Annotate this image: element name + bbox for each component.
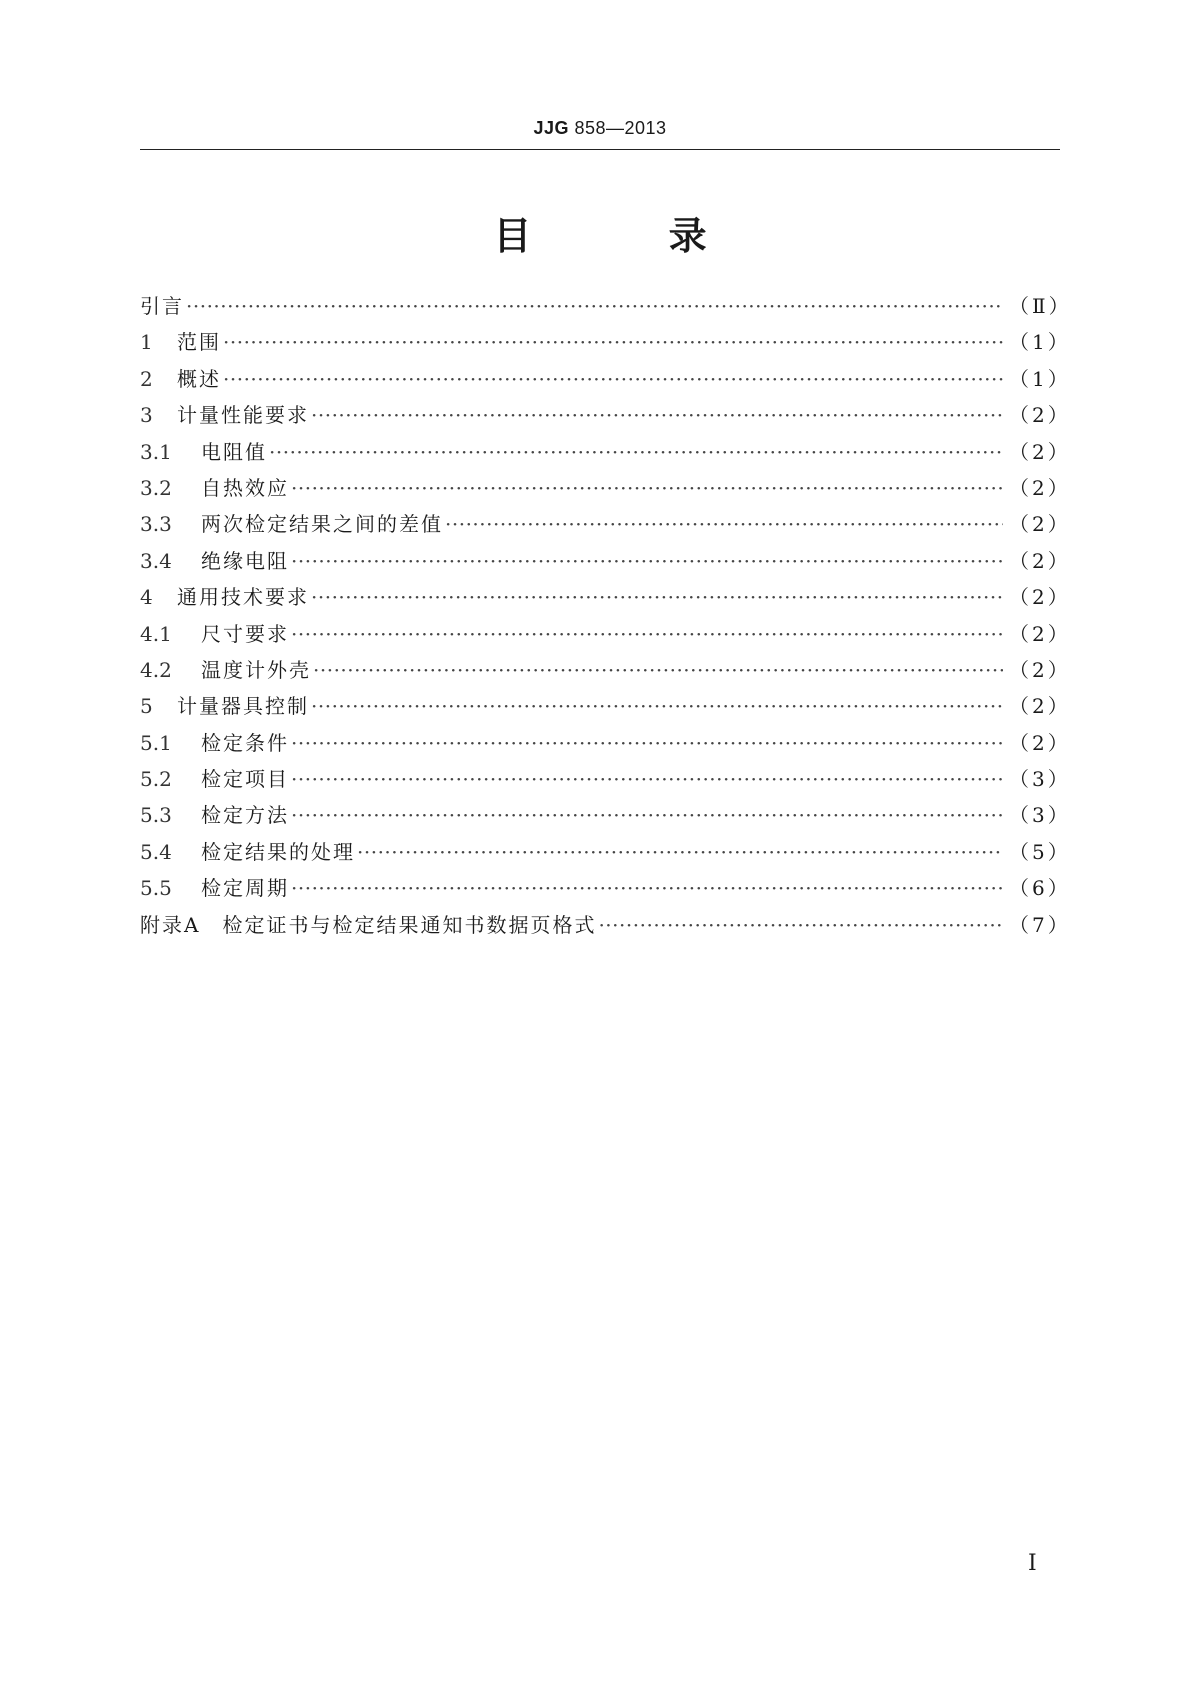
toc-entry[interactable] [140,654,1071,690]
toc-entry-number: 3.2 [140,475,172,500]
toc-entry[interactable] [140,836,1071,872]
toc-entry-number: 4.2 [140,657,172,682]
toc-entry-number: 5.5 [140,876,172,901]
toc-entry-label: 温度计外壳 [201,657,311,682]
toc-entry-number: 5.1 [140,730,172,755]
toc-entry-label: 检定结果的处理 [201,839,355,864]
toc-entry[interactable] [140,436,1071,472]
standard-code: JJG [533,118,569,138]
toc-entry[interactable] [140,763,1071,799]
toc-entry-number: 5 [140,694,153,719]
toc-entry-page: （1） [1009,330,1071,355]
page-number: Ⅰ [1028,1551,1037,1576]
toc-entry-label: 绝缘电阻 [201,548,289,573]
toc-entry-label: 两次检定结果之间的差值 [201,512,443,537]
toc-entry[interactable] [140,508,1071,544]
toc-dot-leader [269,440,1003,464]
toc-dot-leader [291,476,1003,500]
toc-entry[interactable] [140,290,1072,326]
toc-entry-label: 计量器具控制 [177,694,309,719]
toc-entry-page: （3） [1009,767,1071,792]
toc-dot-leader [357,840,1003,864]
toc-entry-label: 附录A 检定证书与检定结果通知书数据页格式 [140,912,597,937]
toc-dot-leader [291,549,1003,573]
toc-entry-number: 3.1 [140,439,172,464]
toc-entry-label: 自热效应 [201,475,289,500]
toc-entry-page: （1） [1009,366,1071,391]
toc-dot-leader [291,767,1003,791]
toc-entry-label: 范围 [177,330,221,355]
toc-entry-label: 计量性能要求 [177,403,309,428]
toc-entry[interactable] [140,581,1071,617]
toc-entry-label: 检定项目 [201,767,289,792]
toc-entry-number: 2 [140,366,153,391]
toc-dot-leader [291,622,1003,646]
toc-entry[interactable] [140,363,1071,399]
toc-dot-leader [186,294,1003,318]
toc-entry[interactable] [140,618,1071,654]
toc-dot-leader [311,694,1003,718]
toc-entry-page: （2） [1009,548,1071,573]
toc-entry-page: （2） [1009,475,1071,500]
toc-entry-label: 检定方法 [201,803,289,828]
toc-entry-page: （2） [1009,621,1071,646]
toc-entry-label: 尺寸要求 [201,621,289,646]
toc-entry-number: 4.1 [140,621,172,646]
toc-entry-number: 3 [140,403,153,428]
toc-entry[interactable] [140,326,1071,362]
toc-entry-page: （Ⅱ） [1009,294,1072,318]
toc-entry-label: 检定条件 [201,730,289,755]
toc-entry[interactable] [140,909,1071,945]
toc-entry[interactable] [140,399,1071,435]
toc-entry[interactable] [140,799,1071,835]
toc-entry-page: （2） [1009,585,1071,610]
toc-entry[interactable] [140,545,1071,581]
toc-entry-page: （2） [1009,694,1071,719]
toc-entry-number: 4 [140,585,153,610]
toc-entry-page: （2） [1009,403,1071,428]
toc-entry[interactable] [140,727,1071,763]
toc-entry-number: 3.4 [140,548,172,573]
toc-title: 目 录 [493,214,769,258]
toc-entry-number: 3.3 [140,512,172,537]
toc-entry-page: （2） [1009,730,1071,755]
standard-number: 858—2013 [574,118,667,138]
toc-dot-leader [598,913,1003,937]
toc-entry-label: 检定周期 [201,876,289,901]
toc-entry-page: （6） [1009,876,1071,901]
toc-dot-leader [291,803,1003,827]
toc-entry-label: 电阻值 [201,439,267,464]
toc-entry-label: 概述 [177,366,221,391]
toc-dot-leader [223,367,1003,391]
toc-dot-leader [311,585,1003,609]
toc-dot-leader [291,731,1003,755]
toc-dot-leader [223,330,1003,354]
toc-dot-leader [291,876,1003,900]
running-header [140,118,1060,139]
toc-entry-number: 5.3 [140,803,172,828]
toc-entry-number: 5.4 [140,839,172,864]
toc-entry[interactable] [140,690,1071,726]
toc-dot-leader [445,512,1003,536]
toc-entry-label: 引言 [140,294,184,318]
toc-entry-page: （2） [1009,512,1071,537]
table-of-contents [140,290,1072,945]
toc-entry-page: （7） [1009,912,1071,937]
toc-entry[interactable] [140,872,1071,908]
toc-entry-number: 5.2 [140,767,172,792]
header-rule [140,149,1060,150]
toc-entry-page: （2） [1009,439,1071,464]
toc-dot-leader [311,403,1003,427]
toc-entry-page: （5） [1009,839,1071,864]
toc-entry-number: 1 [140,330,153,355]
toc-dot-leader [313,658,1003,682]
toc-entry[interactable] [140,472,1071,508]
toc-entry-label: 通用技术要求 [177,585,309,610]
toc-entry-page: （3） [1009,803,1071,828]
toc-entry-page: （2） [1009,657,1071,682]
